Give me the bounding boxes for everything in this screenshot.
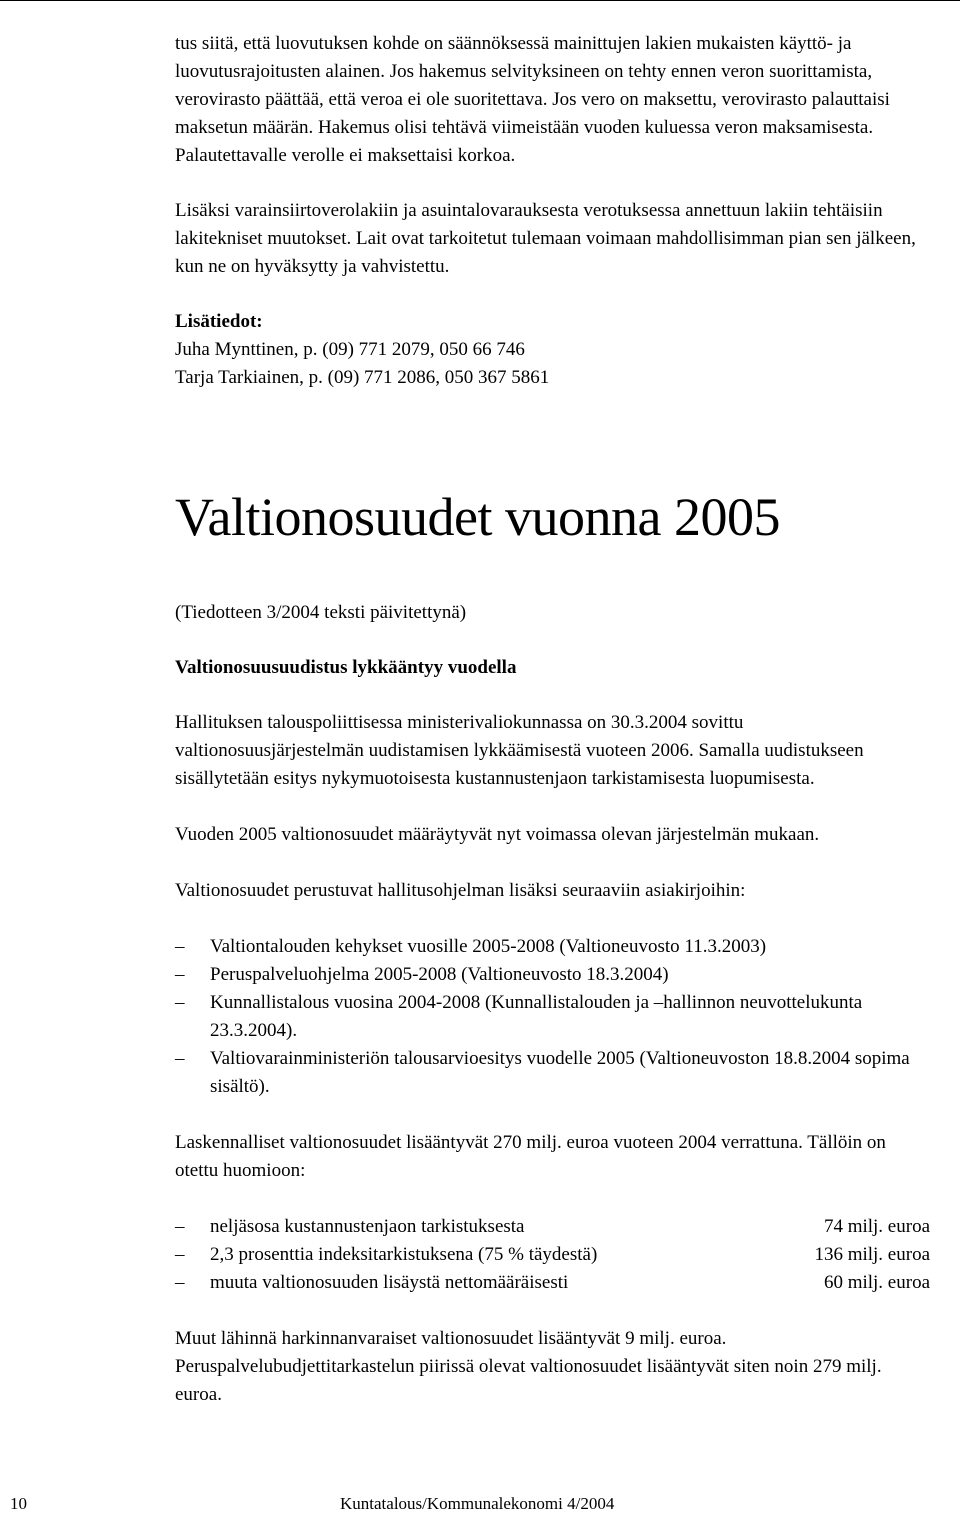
list-item (175, 1213, 930, 1241)
paragraph-current-system: Vuoden 2005 valtionosuudet määräytyvät nyt voimassa olevan järjestelmän mukaan. (175, 824, 820, 845)
list-item (175, 1241, 930, 1269)
contact-line: Tarja Tarkiainen, p. (09) 771 2086, 050 367 5861 (175, 367, 550, 388)
item-description: neljäsosa kustannustenjaon tarkistuksesta (210, 1216, 525, 1237)
paragraph-law-changes: Lisäksi varainsiirtoverolakiin ja asuintalovarauksesta verotuksessa annettuun lakiin tehtäisiin lakitekniset muutokset. Lait ovat tarkoitetut tulemaan voimaan mahdollisimman pian sen jälkeen, kun ne on hyväksytty ja vahvistettu. (175, 200, 916, 277)
paragraph-increase: Laskennalliset valtionosuudet lisääntyvät 270 milj. euroa vuoteen 2004 verrattuna. Tällöin on otettu huomioon: (175, 1132, 886, 1181)
paragraph-discretionary: Muut lähinnä harkinnanvaraiset valtionosuudet lisääntyvät 9 milj. euroa. Peruspalvelubudjettitarkastelun piirissä olevat valtionosuudet lisääntyvät siten noin 279 milj. euroa. (175, 1328, 882, 1405)
item-description: 2,3 prosenttia indeksitarkistuksena (75 % täydestä) (210, 1244, 598, 1265)
dash-mark: – (175, 992, 185, 1013)
page-content (175, 30, 930, 1409)
list-item: – Valtiovarainministeriön talousarvioesitys vuodelle 2005 (Valtioneuvoston 18.8.2004 sopima sisältö). (175, 1045, 930, 1101)
dash-mark: – (175, 964, 185, 985)
item-amount: 74 milj. euroa (823, 1216, 930, 1237)
page-number: 10 (10, 1494, 27, 1513)
section-title: Valtionosuudet vuonna 2005 (175, 487, 780, 547)
contact-line: Juha Mynttinen, p. (09) 771 2079, 050 66 746 (175, 339, 525, 360)
section-heading: Valtionosuusuudistus lykkääntyy vuodella (175, 657, 517, 678)
publication-name: Kuntatalous/Kommunalekonomi 4/2004 (340, 1494, 615, 1513)
documents-list (175, 933, 930, 1101)
section-subtitle: (Tiedotteen 3/2004 teksti päivitettynä) (175, 602, 467, 623)
list-item: – Peruspalveluohjelma 2005-2008 (Valtioneuvosto 18.3.2004) (175, 961, 930, 989)
paragraph-documents-intro: Valtionosuudet perustuvat hallitusohjelman lisäksi seuraaviin asiakirjoihin: (175, 880, 746, 901)
list-item: – Valtiontalouden kehykset vuosille 2005-2008 (Valtioneuvosto 11.3.2003) (175, 933, 930, 961)
dash-mark: – (175, 1048, 185, 1069)
contacts-label: Lisätiedot: (175, 311, 263, 332)
list-item (175, 1269, 930, 1297)
top-rule (0, 0, 960, 1)
item-amount: 60 milj. euroa (823, 1272, 930, 1293)
list-item: – Kunnallistalous vuosina 2004-2008 (Kunnallistalouden ja –hallinnon neuvottelukunta 23.3.2004). (175, 989, 930, 1045)
dash-mark: – (175, 1216, 185, 1237)
paragraph-reform-delay: Hallituksen talouspoliittisessa ministerivaliokunnassa on 30.3.2004 sovittu valtionosuusjärjestelmän uudistamisen lykkäämisestä vuoteen 2006. Samalla uudistukseen sisällytetään esitys nykymuotoisesta kustannustenjaon tarkistamisesta luopumisesta. (175, 712, 864, 789)
dash-mark: – (175, 1272, 185, 1293)
increase-items-list (175, 1213, 930, 1297)
item-description: muuta valtionosuuden lisäystä nettomääräisesti (210, 1272, 569, 1293)
item-amount: 136 milj. euroa (814, 1244, 930, 1265)
paragraph-tax-refund: tus siitä, että luovutuksen kohde on säännöksessä mainittujen lakien mukaisten käyttö- ja luovutusrajoitusten alainen. Jos hakemus selvityksineen on tehty ennen veron suorittamista, verovirasto päättää, että veroa ei ole suoritettava. Jos vero on maksettu, verovirasto palauttaisi maksetun määrän. Hakemus olisi tehtävä viimeistään vuoden kuluessa veron maksamisesta. Palautettavalle verolle ei maksettaisi korkoa. (175, 33, 890, 166)
dash-mark: – (175, 1244, 185, 1265)
dash-mark: – (175, 936, 185, 957)
